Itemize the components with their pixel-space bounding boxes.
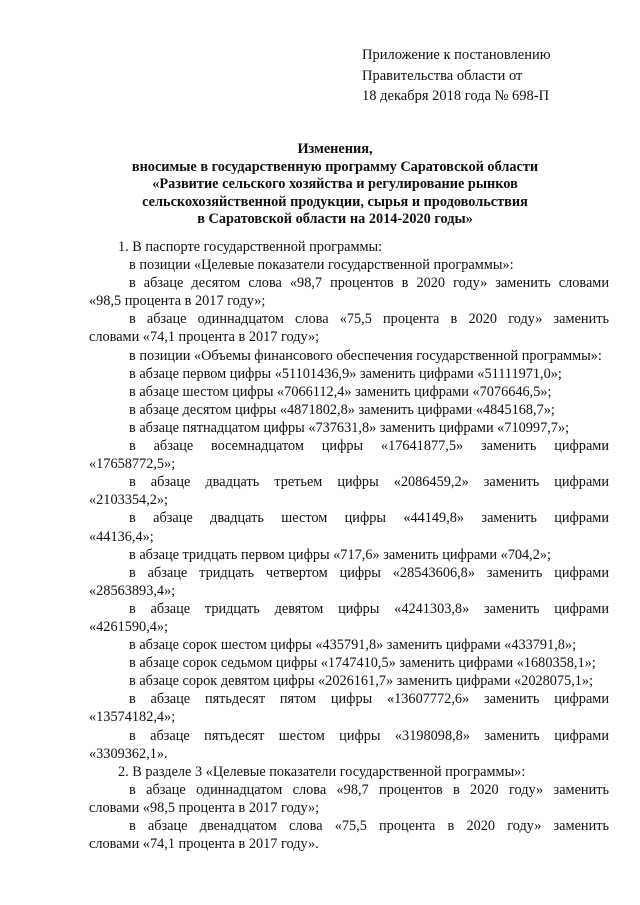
body-line: «98,5 процента в 2017 году»; <box>89 293 266 310</box>
title-line: в Саратовской области на 2014-2020 годы» <box>197 211 473 227</box>
body-line: в абзаце десятом слова «98,7 процентов в 2020 году» заменить словами <box>129 275 609 292</box>
body-line: в абзаце сорок девятом цифры «2026161,7» заменить цифрами «2028075,1»; <box>129 673 594 690</box>
body-line: в абзаце одиннадцатом слова «75,5 процента в 2020 году» заменить <box>129 311 609 328</box>
body-line: 1. В паспорте государственной программы: <box>118 239 383 255</box>
body-line: в абзаце пятнадцатом цифры «737631,8» заменить цифрами «710997,7»; <box>129 419 570 436</box>
body-line: «2103354,2»; <box>89 492 169 509</box>
document-title <box>60 141 610 229</box>
body-line: 2. В разделе 3 «Целевые показатели государственной программы»: <box>118 763 526 780</box>
appendix-note-line: 18 декабря 2018 года № 698-П <box>362 88 550 104</box>
body-line: «17658772,5»; <box>89 456 176 473</box>
appendix-note-line: Правительства области от <box>362 67 523 84</box>
title-line: «Развитие сельского хозяйства и регулирование рынков <box>152 176 518 192</box>
body-line: «3309362,1». <box>89 745 168 762</box>
body-line: в абзаце тридцать первом цифры «717,6» заменить цифрами «704,2»; <box>129 546 552 563</box>
body-line: в абзаце восемнадцатом цифры «17641877,5» заменить цифрами <box>129 438 609 455</box>
body-line: в абзаце сорок шестом цифры «435791,8» заменить цифрами «433791,8»; <box>129 637 577 654</box>
title-line: вносимые в государственную программу Саратовской области <box>131 158 539 175</box>
body-line: в абзаце двадцать шестом цифры «44149,8» заменить цифрами <box>129 510 609 527</box>
body-line: в абзаце сорок седьмом цифры «1747410,5» заменить цифрами «1680358,1»; <box>129 655 596 672</box>
body-line: «44136,4»; <box>89 528 154 545</box>
body-line: словами «74,1 процента в 2017 году». <box>89 836 319 853</box>
body-line: в абзаце двадцать третьем цифры «2086459,2» заменить цифрами <box>129 474 609 491</box>
body-line: «28563893,4»; <box>89 582 176 599</box>
body-line: в позиции «Целевые показатели государственной программы»: <box>129 257 514 274</box>
body-line: в абзаце тридцать четвертом цифры «28543606,8» заменить цифрами <box>129 564 609 581</box>
appendix-note-line: Приложение к постановлению <box>362 47 551 63</box>
body-line: словами «74,1 процента в 2017 году»; <box>89 329 320 346</box>
body-line: «13574182,4»; <box>89 709 176 726</box>
body-line: «4261590,4»; <box>89 618 169 635</box>
body-line: в абзаце тридцать девятом цифры «4241303,8» заменить цифрами <box>129 600 609 617</box>
body-line: в абзаце десятом цифры «4871802,8» заменить цифрами «4845168,7»; <box>129 401 555 418</box>
body-line: в позиции «Объемы финансового обеспечения государственной программы»: <box>129 347 602 364</box>
body-line: словами «98,5 процента в 2017 году»; <box>89 799 320 816</box>
body-line: в абзаце пятьдесят шестом цифры «3198098,8» заменить цифрами <box>129 727 609 744</box>
title-line: сельскохозяйственной продукции, сырья и продовольствия <box>142 193 528 210</box>
body-line: в абзаце пятьдесят пятом цифры «13607772,6» заменить цифрами <box>129 691 609 708</box>
document-body <box>89 238 609 853</box>
body-line: в абзаце двенадцатом слова «75,5 процента в 2020 году» заменить <box>129 818 609 834</box>
title-line: Изменения, <box>297 141 373 157</box>
body-line: в абзаце шестом цифры «7066112,4» заменить цифрами «7076646,5»; <box>129 383 552 400</box>
body-line: в абзаце первом цифры «51101436,9» заменить цифрами «51111971,0»; <box>129 365 562 382</box>
body-line: в абзаце одиннадцатом слова «98,7 процентов в 2020 году» заменить <box>129 781 609 798</box>
appendix-note <box>362 45 622 107</box>
